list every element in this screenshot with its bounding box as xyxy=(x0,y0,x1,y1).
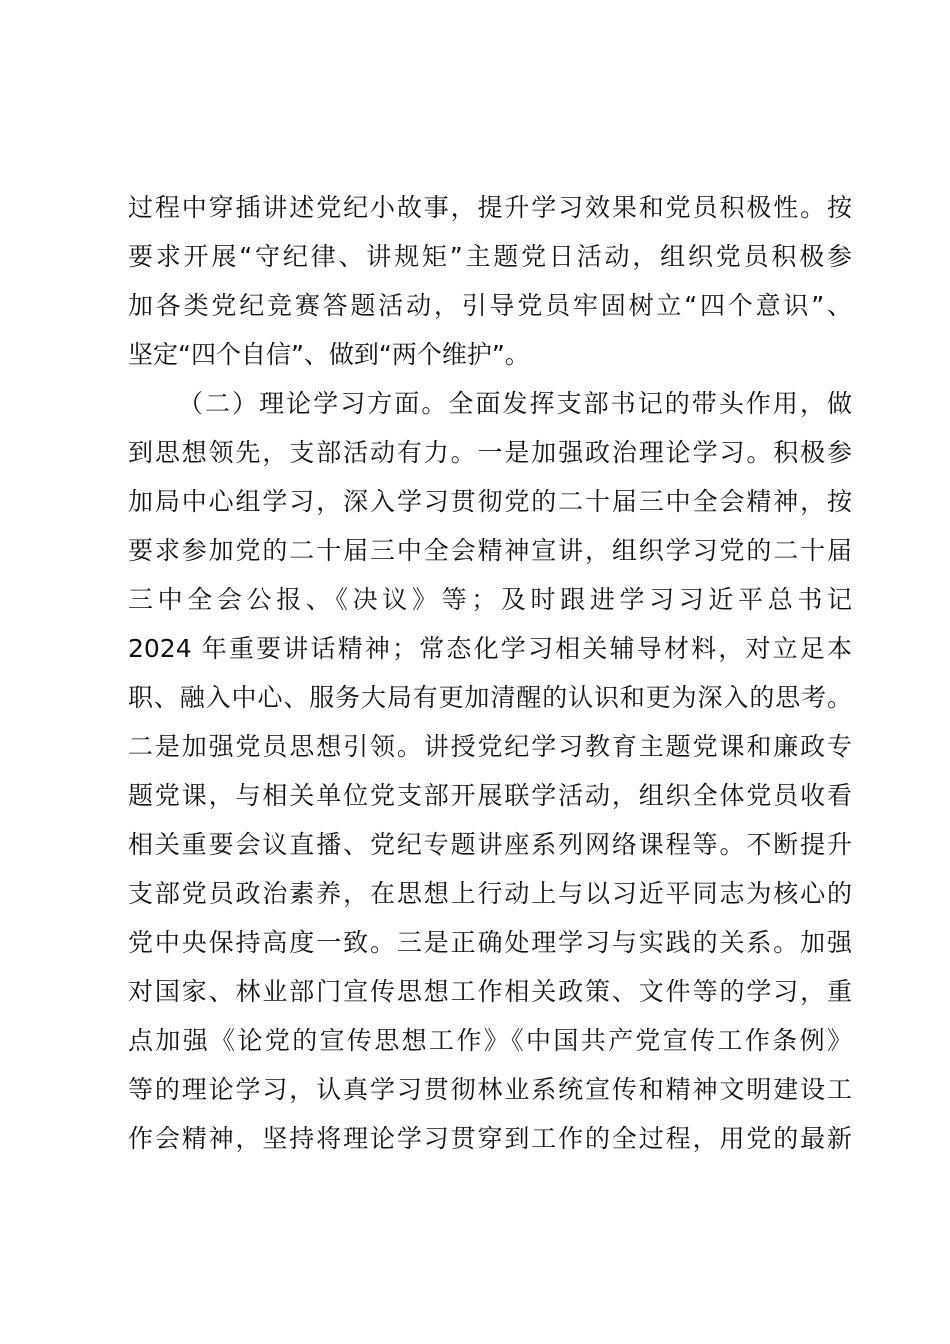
text-line: 2024 年重要讲话精神；常态化学习相关辅导材料，对立足本 xyxy=(128,634,852,663)
text-line: 点加强《论党的宣传思想工作》《中国共产党宣传工作条例》 xyxy=(128,1026,852,1055)
text-line: 相关重要会议直播、党纪专题讲座系列网络课程等。不断提升 xyxy=(128,830,852,859)
text-line: 过程中穿插讲述党纪小故事，提升学习效果和党员积极性。按 xyxy=(128,193,852,222)
text-line: 等的理论学习，认真学习贯彻林业系统宣传和精神文明建设工 xyxy=(128,1075,852,1104)
text-line: 要求开展“守纪律、讲规矩”主题党日活动，组织党员积极参 xyxy=(128,242,852,271)
text-line: 职、融入中心、服务大局有更加清醒的认识和更为深入的思考。 xyxy=(128,683,852,712)
body-text xyxy=(128,183,852,1163)
text-line: 二是加强党员思想引领。讲授党纪学习教育主题党课和廉政专 xyxy=(128,732,852,761)
text-line: 支部党员政治素养，在思想上行动上与以习近平同志为核心的 xyxy=(128,879,852,908)
text-line: 三中全会公报、《决议》等；及时跟进学习习近平总书记 xyxy=(128,585,852,614)
text-line: 加局中心组学习，深入学习贯彻党的二十届三中全会精神，按 xyxy=(128,487,852,516)
text-line: 到思想领先，支部活动有力。一是加强政治理论学习。积极参 xyxy=(128,438,852,467)
text-line: 加各类党纪竞赛答题活动，引导党员牢固树立“四个意识”、 xyxy=(128,291,852,320)
section-heading-line: （二）理论学习方面。全面发挥支部书记的带头作用，做 xyxy=(178,389,852,418)
text-line: 对国家、林业部门宣传思想工作相关政策、文件等的学习，重 xyxy=(128,977,852,1006)
text-line: 坚定“四个自信”、做到“两个维护”。 xyxy=(128,340,530,369)
text-line: 要求参加党的二十届三中全会精神宣讲，组织学习党的二十届 xyxy=(128,536,852,565)
text-line: 作会精神，坚持将理论学习贯穿到工作的全过程，用党的最新 xyxy=(128,1124,852,1153)
text-line: 党中央保持高度一致。三是正确处理学习与实践的关系。加强 xyxy=(128,928,852,957)
text-line: 题党课，与相关单位党支部开展联学活动，组织全体党员收看 xyxy=(128,781,852,810)
